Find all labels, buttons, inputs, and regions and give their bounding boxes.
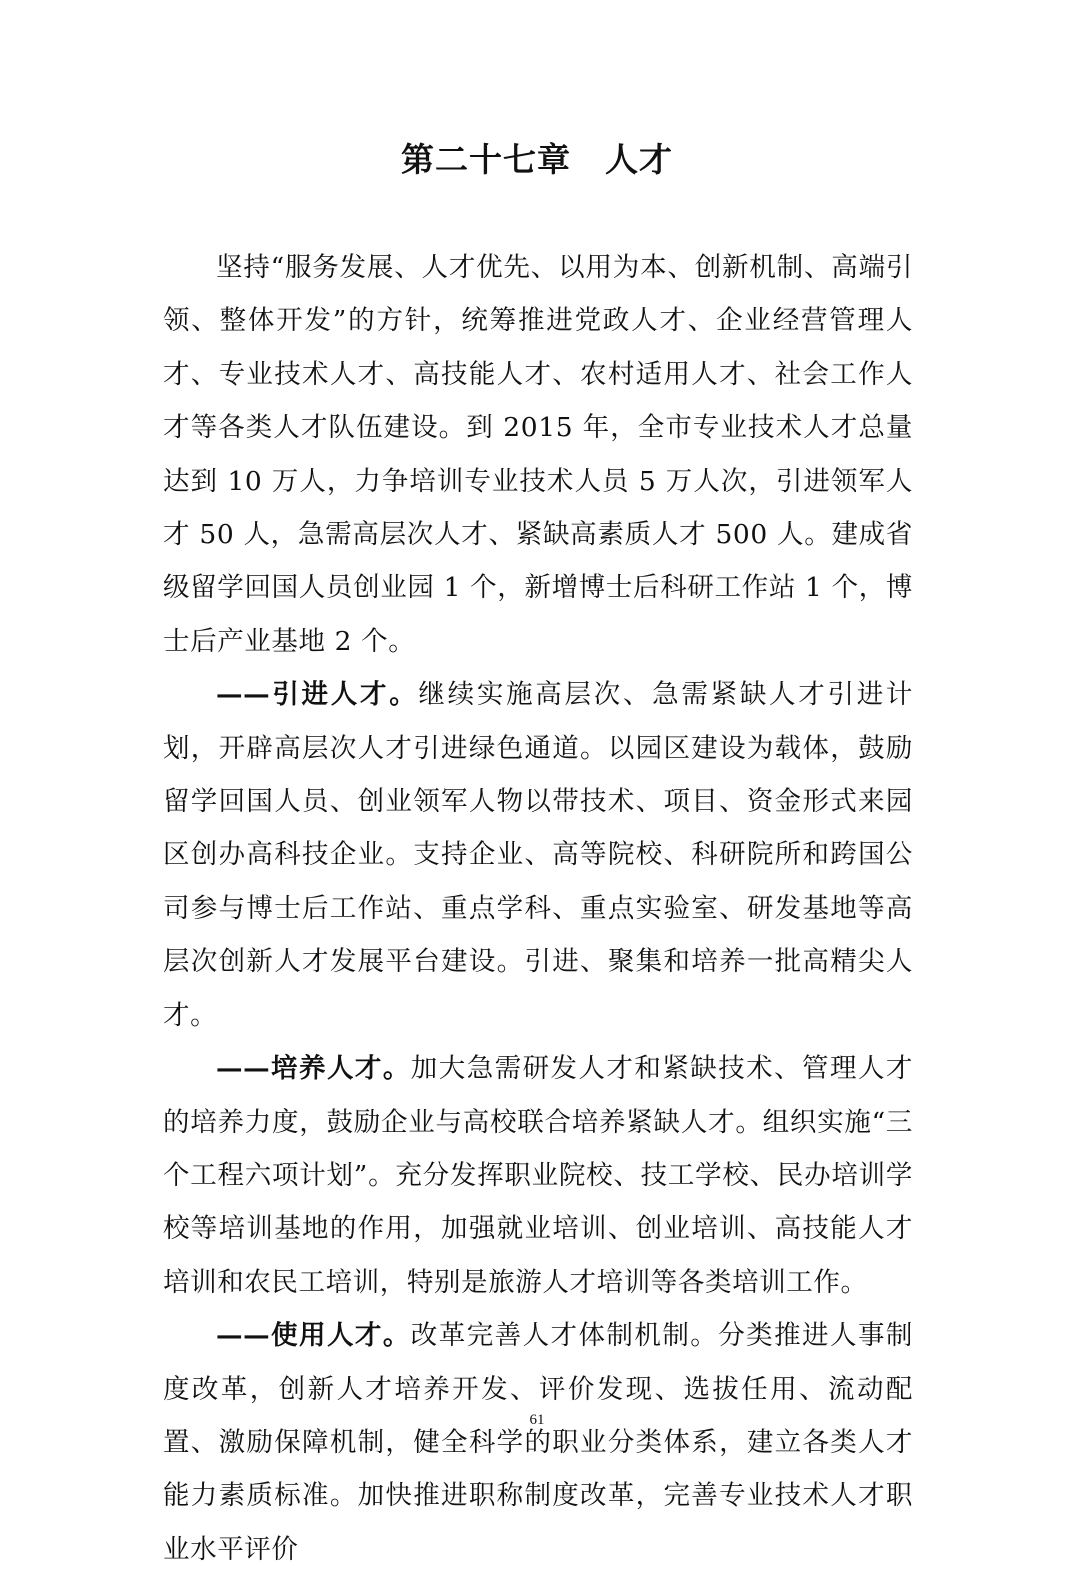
paragraph-lead: ——培养人才。: [216, 1053, 411, 1085]
paragraph-text: 继续实施高层次、急需紧缺人才引进计划，开辟高层次人才引进绿色通道。以园区建设为载体，鼓励留学回国人员、创业领军人物以带技术、项目、资金形式来园区创办高科技企业。支持企业、高等院校、科研院所和跨国公司参与博士后工作站、重点学科、重点实验室、研发基地等高层次创新人才发展平台建设。引进、聚集和培养一批高精尖人才。: [163, 679, 914, 1031]
paragraph-text: 改革完善人才体制机制。分类推进人事制度改革，创新人才培养开发、评价发现、选拔任用、流动配置、激励保障机制，健全科学的职业分类体系，建立各类人才能力素质标准。加快推进职称制度改革，完善专业技术人才职业水平评价: [163, 1320, 913, 1565]
paragraph-introduce-talent: [163, 668, 913, 1042]
paragraph-text: 坚持“服务发展、人才优先、以用为本、创新机制、高端引领、整体开发”的方针，统筹推进党政人才、企业经营管理人才、专业技术人才、高技能人才、农村适用人才、社会工作人才等各类人才队伍建设。到 2015 年，全市专业技术人才总量达到 10 万人，力争培训专业技术人员 5 万人次，引进领军人才 50 人，急需高层次人才、紧缺高素质人才 500 人。建成省级留学回国人员创业园 1 个，新增博士后科研工作站 1 个，博士后产业基地 2 个。: [163, 252, 913, 657]
paragraph-lead: ——使用人才。: [216, 1320, 411, 1352]
paragraph-lead: ——引进人才。: [216, 679, 419, 711]
body-text: [163, 241, 913, 1576]
paragraph-cultivate-talent: [163, 1042, 913, 1309]
paragraph-use-talent: [163, 1309, 913, 1576]
paragraph-text: 加大急需研发人才和紧缺技术、管理人才的培养力度，鼓励企业与高校联合培养紧缺人才。组织实施“三个工程六项计划”。充分发挥职业院校、技工学校、民办培训学校等培训基地的作用，加强就业培训、创业培训、高技能人才培训和农民工培训，特别是旅游人才培训等各类培训工作。: [163, 1053, 913, 1298]
chapter-title: 第二十七章 人才: [401, 140, 673, 179]
page-number: 61: [529, 1412, 545, 1428]
paragraph-intro: [163, 241, 913, 668]
